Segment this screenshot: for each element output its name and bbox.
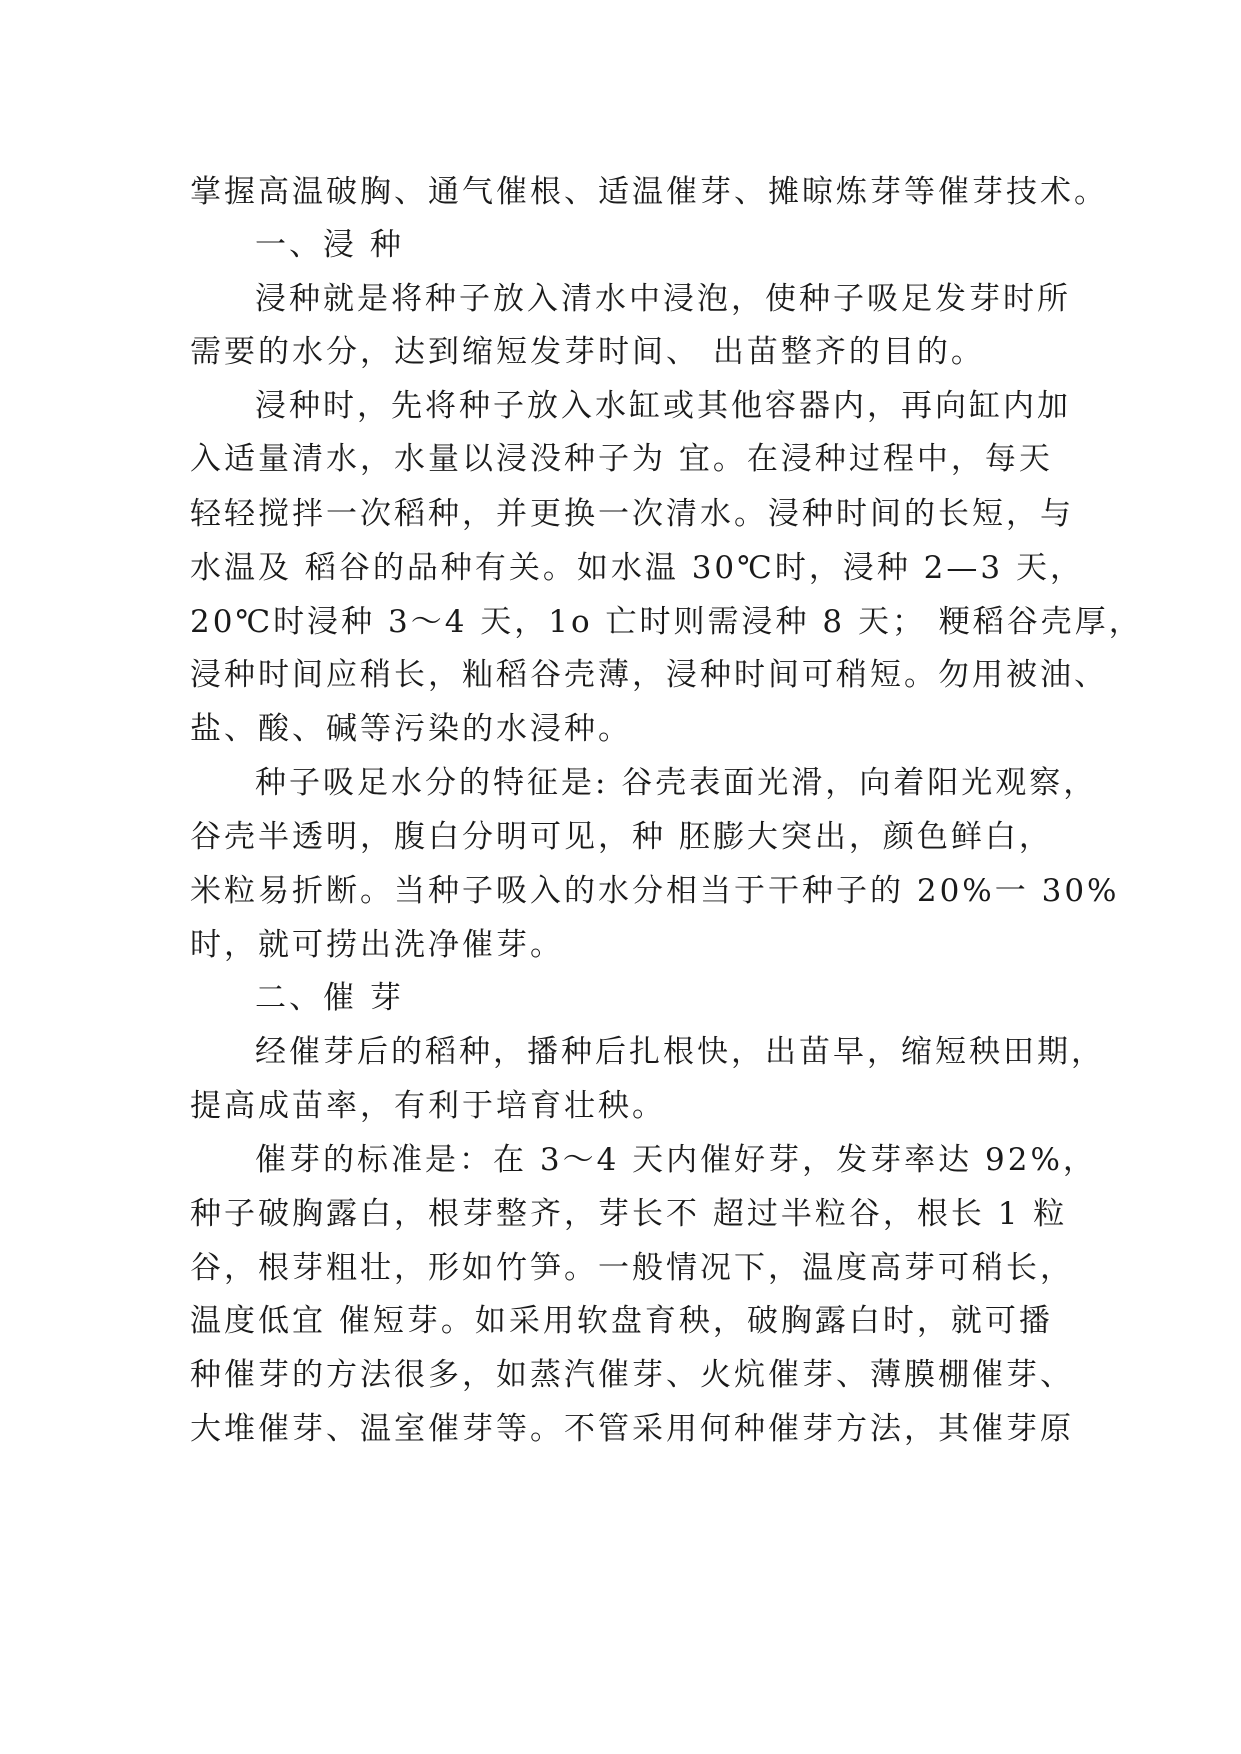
text-line-9: 20℃时浸种 3～4 天，1o 亡时则需浸种 8 天； 粳稻谷壳厚，	[190, 604, 1143, 640]
section-heading-germination: 二、催 芽	[255, 980, 404, 1016]
text-line-8: 水温及 稻谷的品种有关。如水温 30℃时，浸种 2—3 天，	[190, 550, 1084, 586]
text-line-1: 掌握高温破胸、通气催根、适温催芽、摊晾炼芽等催芽技术。	[190, 174, 1108, 210]
text-line-11: 盐、酸、碱等污染的水浸种。	[190, 711, 632, 747]
text-line-6: 入适量清水，水量以浸没种子为 宜。在浸种过程中，每天	[190, 441, 1053, 477]
text-line-4: 需要的水分，达到缩短发芽时间、 出苗整齐的目的。	[190, 334, 985, 370]
text-line-12: 种子吸足水分的特征是: 谷壳表面光滑，向着阳光观察，	[255, 765, 1098, 801]
text-line-15: 时，就可捞出洗净催芽。	[190, 927, 564, 963]
text-line-20: 种子破胸露白，根芽整齐，芽长不 超过半粒谷，根长 1 粒	[190, 1196, 1068, 1232]
text-line-10: 浸种时间应稍长，籼稻谷壳薄，浸种时间可稍短。勿用被油、	[190, 657, 1108, 693]
text-line-23: 种催芽的方法很多，如蒸汽催芽、火炕催芽、薄膜棚催芽、	[190, 1357, 1074, 1393]
text-line-5: 浸种时，先将种子放入水缸或其他容器内，再向缸内加	[255, 388, 1071, 424]
text-line-19: 催芽的标准是：在 3～4 天内催好芽，发芽率达 92%，	[255, 1142, 1097, 1178]
text-line-17: 经催芽后的稻种，播种后扎根快，出苗早，缩短秧田期，	[255, 1034, 1105, 1070]
text-line-14: 米粒易折断。当种子吸入的水分相当于干种子的 20%一 30%	[190, 873, 1120, 909]
text-line-22: 温度低宜 催短芽。如采用软盘育秧，破胸露白时，就可播	[190, 1303, 1053, 1339]
text-line-21: 谷，根芽粗壮，形如竹笋。一般情况下，温度高芽可稍长，	[190, 1250, 1074, 1286]
text-line-13: 谷壳半透明，腹白分明可见，种 胚膨大突出，颜色鲜白，	[190, 819, 1053, 855]
text-line-7: 轻轻搅拌一次稻种，并更换一次清水。浸种时间的长短，与	[190, 496, 1074, 532]
text-line-3: 浸种就是将种子放入清水中浸泡，使种子吸足发芽时所	[255, 281, 1071, 317]
text-line-24: 大堆催芽、温室催芽等。不管采用何种催芽方法，其催芽原	[190, 1411, 1074, 1447]
section-heading-soaking: 一、浸 种	[255, 227, 404, 263]
text-line-18: 提高成苗率，有利于培育壮秧。	[190, 1088, 666, 1124]
